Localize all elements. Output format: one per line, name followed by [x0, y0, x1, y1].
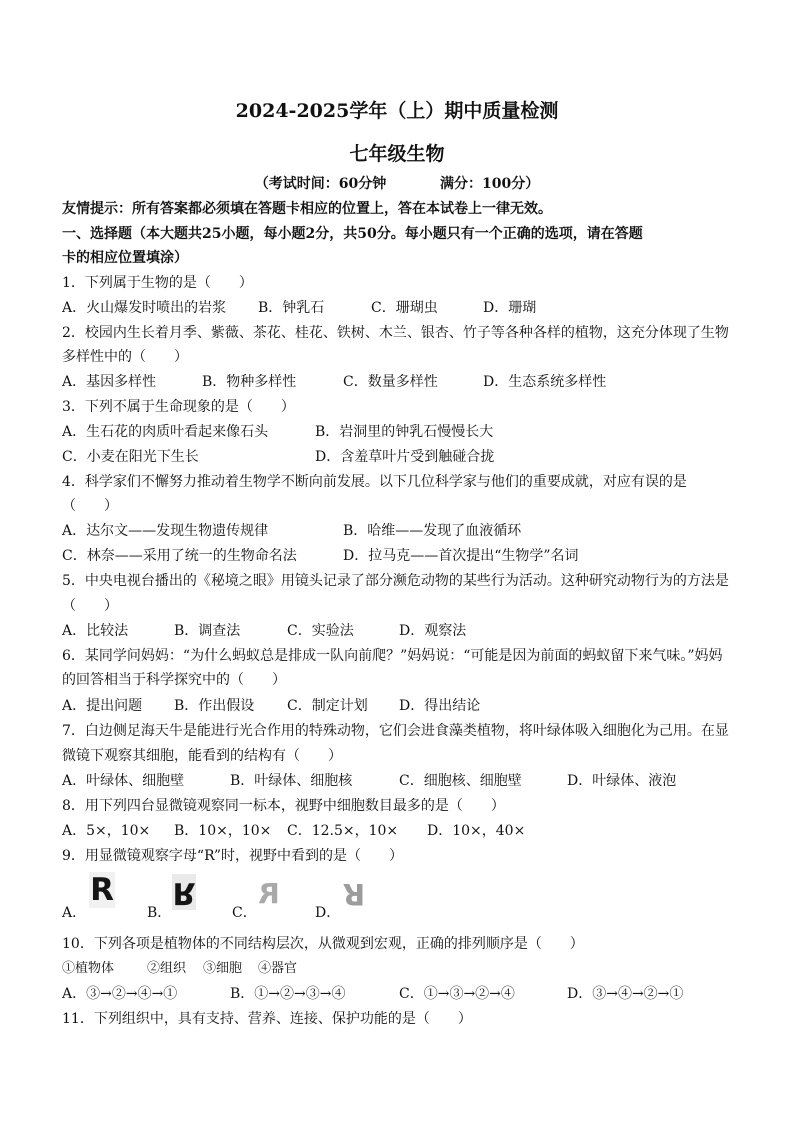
q2-option-d: D．生态系统多样性: [483, 374, 607, 390]
exam-time: （考试时间：60分钟: [254, 176, 387, 192]
q10-option-a: A．③→②→④→①: [62, 986, 178, 1002]
full-score: 满分：100分）: [440, 176, 540, 192]
q2-option-c: C．数量多样性: [343, 374, 438, 390]
q8-option-d: D．10×，40×: [427, 823, 526, 839]
q8-option-b: B．10×，10×: [174, 823, 272, 839]
q9-option-c: C．: [232, 905, 257, 921]
q1-option-b: B．钟乳石: [258, 300, 325, 316]
q5-option-c: C．实验法: [287, 623, 354, 639]
q6-option-c: C．制定计划: [287, 698, 368, 714]
notice: 友情提示：所有答案都必须填在答题卡相应的位置上，答在本试卷上一律无效。: [62, 201, 552, 217]
q5-option-d: D．观察法: [399, 623, 467, 639]
q9-image-c-r-mirrored: R: [258, 877, 280, 910]
q3-stem: 3．下列不属于生命现象的是（ ）: [62, 399, 295, 415]
q6-option-d: D．得出结论: [399, 698, 481, 714]
q5-stem-cont: （ ）: [62, 598, 118, 614]
q10-option-d: D．③→④→②→①: [567, 986, 684, 1002]
q8-option-a: A．5×，10×: [62, 823, 151, 839]
q10-option-c: C．①→③→②→④: [399, 986, 515, 1002]
q3-option-d: D．含羞草叶片受到触碰合拢: [315, 449, 495, 465]
q9-image-b-r-flipped-vertical: R: [172, 875, 196, 910]
q1-option-c: C．珊瑚虫: [371, 300, 438, 316]
q10-item-2: ②组织: [147, 961, 187, 976]
q5-option-b: B．调查法: [174, 623, 241, 639]
q2-stem-cont: 多样性中的（ ）: [62, 349, 188, 365]
q2-stem: 2．校园内生长着月季、紫薇、茶花、桂花、铁树、木兰、银杏、竹子等各种各样的植物，这充分体现了生物: [62, 325, 729, 341]
q7-stem-cont: 微镜下观察其细胞，能看到的结构有（ ）: [62, 748, 342, 764]
q7-option-d: D．叶绿体、液泡: [567, 773, 677, 789]
q4-option-b: B．哈维——发现了血液循环: [343, 523, 522, 539]
q9-stem: 9．用显微镜观察字母“R”时，视野中看到的是（ ）: [62, 848, 403, 864]
q10-item-3: ③细胞: [203, 961, 243, 976]
q9-option-b: B．: [147, 905, 172, 921]
q4-option-d: D．拉马克——首次提出“生物学”名词: [343, 548, 579, 564]
q8-stem: 8．用下列四台显微镜观察同一标本，视野中细胞数目最多的是（ ）: [62, 798, 505, 814]
q4-stem-cont: （ ）: [62, 498, 118, 514]
q5-stem: 5．中央电视台播出的《秘境之眼》用镜头记录了部分濒危动物的某些行为活动。这种研究动物行为的方法是: [62, 573, 729, 589]
q2-option-a: A．基因多样性: [62, 374, 157, 390]
q10-stem: 10．下列各项是植物体的不同结构层次，从微观到宏观，正确的排列顺序是（ ）: [62, 936, 584, 952]
q9-image-a-r: R: [90, 872, 114, 908]
q4-stem: 4．科学家们不懈努力推动着生物学不断向前发展。以下几位科学家与他们的重要成就，对应有误的是: [62, 474, 687, 490]
q9-image-d-r-rotated: R: [342, 877, 366, 911]
q3-option-c: C．小麦在阳光下生长: [62, 449, 199, 465]
q6-option-b: B．作出假设: [174, 698, 255, 714]
exam-title: 2024-2025学年（上）期中质量检测: [235, 100, 559, 122]
q4-option-c: C．林奈——采用了统一的生物命名法: [62, 548, 297, 564]
exam-subtitle: 七年级生物: [349, 143, 445, 165]
q9-option-a: A．: [62, 905, 87, 921]
q5-option-a: A．比较法: [62, 623, 129, 639]
q7-option-b: B．叶绿体、细胞核: [230, 773, 353, 789]
q7-stem: 7．白边侧足海天牛是能进行光合作用的特殊动物，它们会进食藻类植物，将叶绿体吸入细胞化为己用。在显: [62, 723, 729, 739]
q3-option-b: B．岩洞里的钟乳石慢慢长大: [315, 424, 494, 440]
q6-stem-cont: 的回答相当于科学探究中的（ ）: [62, 672, 286, 688]
q11-stem: 11．下列组织中，具有支持、营养、连接、保护功能的是（ ）: [62, 1011, 472, 1027]
exam-info: [0, 173, 794, 193]
section1-heading: 一、选择题（本大题共25小题，每小题2分，共50分。每小题只有一个正确的选项，请在答题: [62, 226, 643, 242]
q6-option-a: A．提出问题: [62, 698, 143, 714]
q1-option-d: D．珊瑚: [483, 300, 537, 316]
q1-option-a: A．火山爆发时喷出的岩浆: [62, 300, 227, 316]
q9-option-d: D．: [315, 905, 341, 921]
q10-item-4: ④器官: [258, 961, 298, 976]
q2-option-b: B．物种多样性: [202, 374, 297, 390]
q7-option-a: A．叶绿体、细胞壁: [62, 773, 185, 789]
section1-heading-cont: 卡的相应位置填涂）: [62, 250, 188, 266]
q4-option-a: A．达尔文——发现生物遗传规律: [62, 523, 269, 539]
q8-option-c: C．12.5×，10×: [287, 823, 399, 839]
q7-option-c: C．细胞核、细胞壁: [399, 773, 522, 789]
q3-option-a: A．生石花的肉质叶看起来像石头: [62, 424, 269, 440]
q1-stem: 1．下列属于生物的是（ ）: [62, 275, 253, 291]
q10-item-1: ①植物体: [62, 961, 115, 976]
q10-option-b: B．①→②→③→④: [230, 986, 346, 1002]
q6-stem: 6．某同学问妈妈：“为什么蚂蚁总是排成一队向前爬？”妈妈说：“可能是因为前面的蚂蚁留下来气味。”妈妈: [62, 648, 723, 664]
